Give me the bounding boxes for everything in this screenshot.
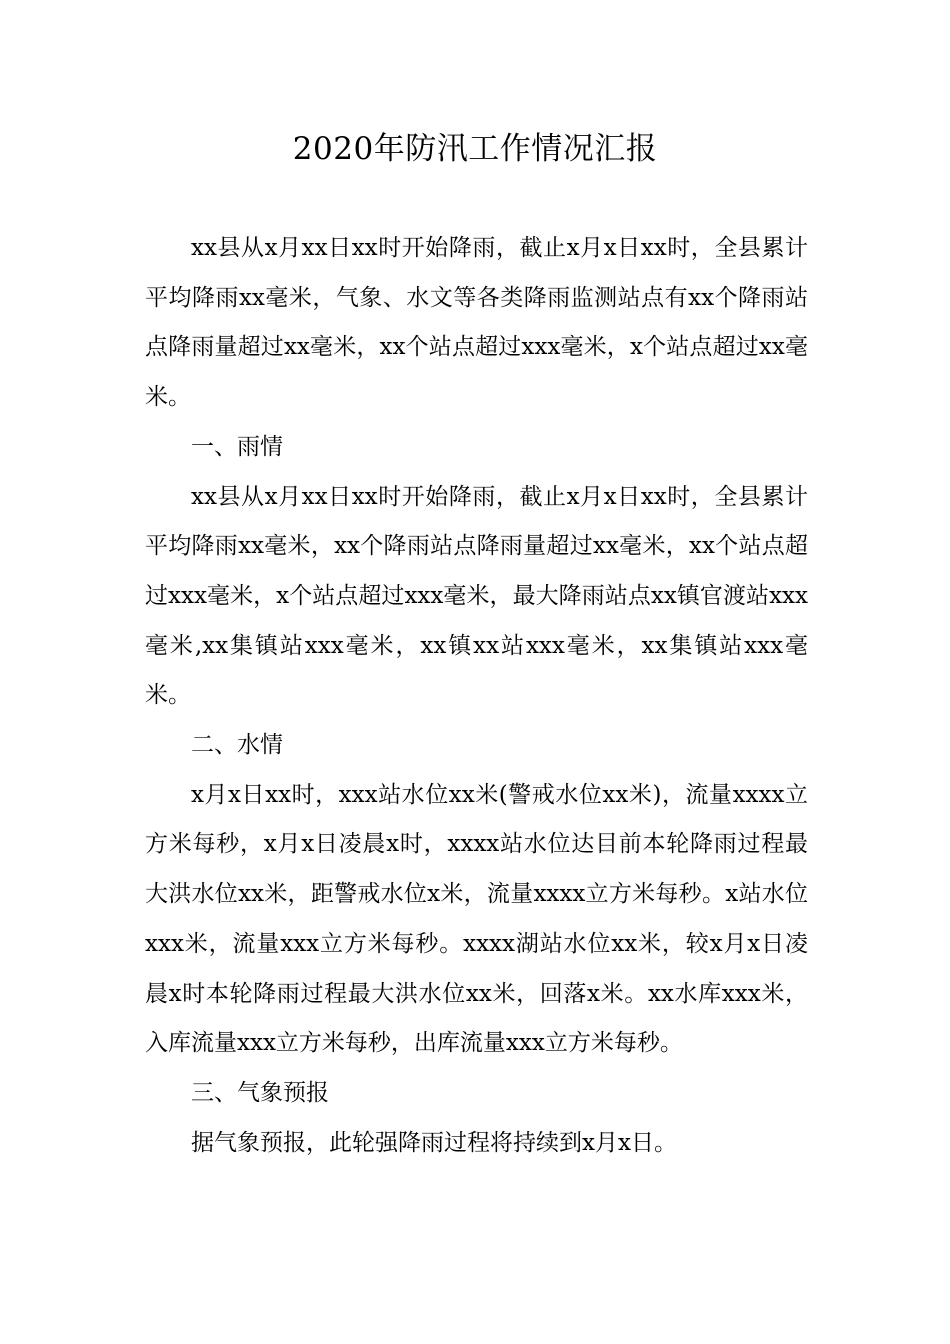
paragraph-rain-situation: xx县从x月xx日xx时开始降雨，截止x月x日xx时，全县累计平均降雨xx毫米，xx个降雨站点降雨量超过xx毫米，xx个站点超过xxx毫米，x个站点超过xxx毫米，最大降雨站点xx镇官渡站xxx毫米,xx集镇站xxx毫米，xx镇xx站xxx毫米，xx集镇站xxx毫米。 [145,483,808,709]
heading-rain-situation: 一、雨情 [191,433,283,460]
heading-water-situation: 二、水情 [191,732,283,759]
paragraph-water-situation: x月x日xx时，xxx站水位xx米(警戒水位xx米)，流量xxxx立方米每秒，x月x日凌晨x时，xxxx站水位达目前本轮降雨过程最大洪水位xx米，距警戒水位x米，流量xxxx立方米每秒。x站水位xxx米，流量xxx立方米每秒。xxxx湖站水位xx米，较x月x日凌晨x时本轮降雨过程最大洪水位xx米，回落x米。xx水库xxx米，入库流量xxx立方米每秒，出库流量xxx立方米每秒。 [145,781,808,1057]
document-body [145,224,808,1168]
document-title: 2020年防汛工作情况汇报 [292,131,658,167]
paragraph-intro: xx县从x月xx日xx时开始降雨，截止x月x日xx时，全县累计平均降雨xx毫米，气象、水文等各类降雨监测站点有xx个降雨站点降雨量超过xx毫米，xx个站点超过xxx毫米，x个站点超过xx毫米。 [145,235,808,411]
heading-weather-forecast: 三、气象预报 [191,1079,329,1106]
paragraph-weather-forecast: 据气象预报，此轮强降雨过程将持续到x月x日。 [191,1129,677,1156]
